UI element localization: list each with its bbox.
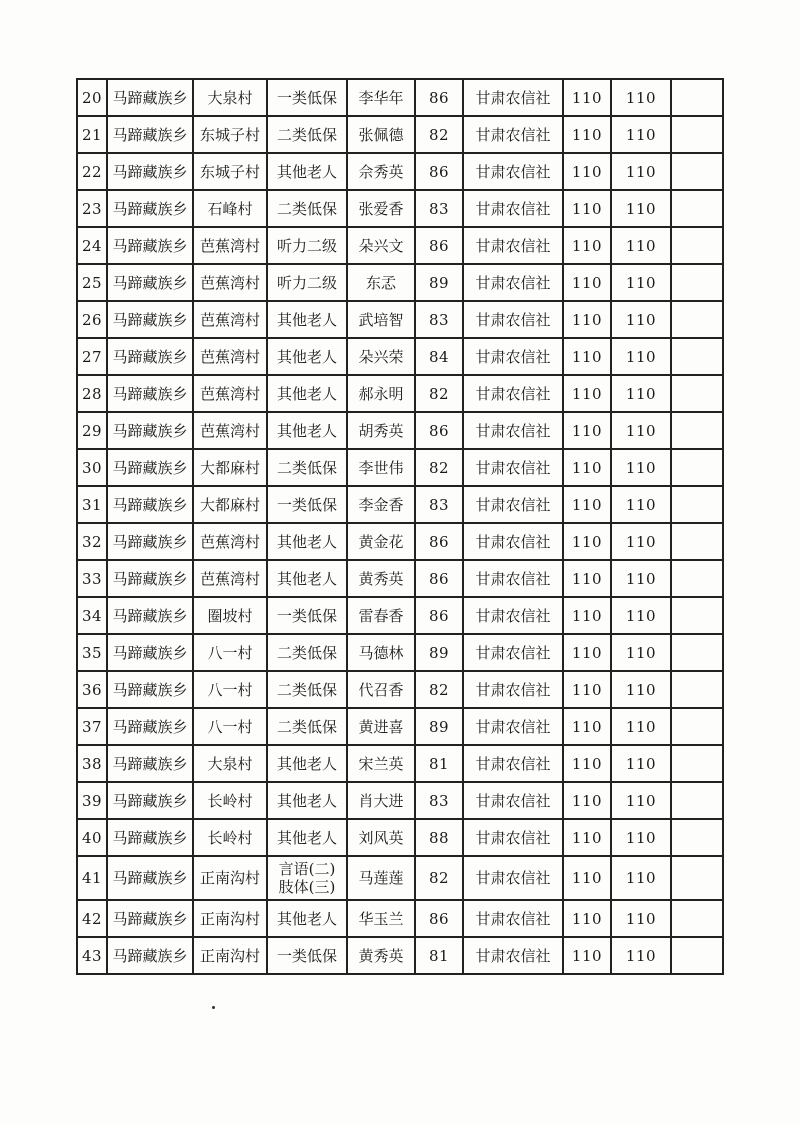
cell-note xyxy=(671,782,723,819)
table-row xyxy=(77,264,723,301)
cell-bank: 甘肃农信社 xyxy=(463,486,563,523)
cell-amount: 110 xyxy=(563,375,611,412)
cell-bank: 甘肃农信社 xyxy=(463,449,563,486)
cell-amount-total: 110 xyxy=(611,745,671,782)
cell-bank: 甘肃农信社 xyxy=(463,671,563,708)
cell-age: 83 xyxy=(415,190,463,227)
cell-amount: 110 xyxy=(563,449,611,486)
cell-category: 二类低保 xyxy=(267,116,347,153)
cell-amount-total: 110 xyxy=(611,79,671,116)
cell-township: 马蹄藏族乡 xyxy=(107,745,193,782)
cell-amount-total: 110 xyxy=(611,412,671,449)
cell-amount: 110 xyxy=(563,412,611,449)
cell-bank: 甘肃农信社 xyxy=(463,634,563,671)
cell-category: 其他老人 xyxy=(267,819,347,856)
table-row xyxy=(77,227,723,264)
cell-township: 马蹄藏族乡 xyxy=(107,856,193,900)
cell-category: 其他老人 xyxy=(267,338,347,375)
cell-note xyxy=(671,301,723,338)
cell-amount: 110 xyxy=(563,560,611,597)
cell-name: 黄进喜 xyxy=(347,708,415,745)
cell-category: 一类低保 xyxy=(267,486,347,523)
cell-category: 听力二级 xyxy=(267,264,347,301)
cell-amount-total: 110 xyxy=(611,523,671,560)
cell-age: 82 xyxy=(415,375,463,412)
cell-age: 88 xyxy=(415,819,463,856)
cell-bank: 甘肃农信社 xyxy=(463,375,563,412)
cell-township: 马蹄藏族乡 xyxy=(107,560,193,597)
cell-village: 芭蕉湾村 xyxy=(193,338,267,375)
cell-bank: 甘肃农信社 xyxy=(463,412,563,449)
cell-number: 28 xyxy=(77,375,107,412)
cell-village: 大泉村 xyxy=(193,79,267,116)
cell-category: 二类低保 xyxy=(267,190,347,227)
cell-age: 81 xyxy=(415,937,463,974)
cell-number: 27 xyxy=(77,338,107,375)
cell-amount: 110 xyxy=(563,486,611,523)
cell-age: 84 xyxy=(415,338,463,375)
cell-village: 正南沟村 xyxy=(193,937,267,974)
cell-note xyxy=(671,819,723,856)
cell-bank: 甘肃农信社 xyxy=(463,560,563,597)
table-row xyxy=(77,708,723,745)
cell-village: 长岭村 xyxy=(193,782,267,819)
table-row xyxy=(77,486,723,523)
cell-category xyxy=(267,856,347,900)
cell-category: 一类低保 xyxy=(267,937,347,974)
cell-village: 芭蕉湾村 xyxy=(193,301,267,338)
scan-speck xyxy=(212,1006,215,1009)
cell-amount: 110 xyxy=(563,937,611,974)
cell-amount-total: 110 xyxy=(611,227,671,264)
cell-number: 36 xyxy=(77,671,107,708)
cell-village: 芭蕉湾村 xyxy=(193,523,267,560)
cell-amount-total: 110 xyxy=(611,560,671,597)
cell-township: 马蹄藏族乡 xyxy=(107,227,193,264)
table-row xyxy=(77,597,723,634)
cell-amount: 110 xyxy=(563,745,611,782)
cell-amount: 110 xyxy=(563,153,611,190)
cell-bank: 甘肃农信社 xyxy=(463,523,563,560)
cell-age: 86 xyxy=(415,79,463,116)
cell-bank: 甘肃农信社 xyxy=(463,745,563,782)
cell-age: 83 xyxy=(415,301,463,338)
table-row xyxy=(77,745,723,782)
cell-village: 长岭村 xyxy=(193,819,267,856)
cell-number: 32 xyxy=(77,523,107,560)
cell-bank: 甘肃农信社 xyxy=(463,116,563,153)
cell-category: 其他老人 xyxy=(267,560,347,597)
cell-number: 37 xyxy=(77,708,107,745)
cell-name: 胡秀英 xyxy=(347,412,415,449)
cell-amount-total: 110 xyxy=(611,819,671,856)
cell-category: 一类低保 xyxy=(267,79,347,116)
cell-bank: 甘肃农信社 xyxy=(463,856,563,900)
cell-amount: 110 xyxy=(563,782,611,819)
cell-village: 芭蕉湾村 xyxy=(193,560,267,597)
cell-township: 马蹄藏族乡 xyxy=(107,338,193,375)
cell-amount-total: 110 xyxy=(611,190,671,227)
cell-amount-total: 110 xyxy=(611,116,671,153)
cell-age: 81 xyxy=(415,745,463,782)
cell-name: 马德林 xyxy=(347,634,415,671)
cell-number: 43 xyxy=(77,937,107,974)
cell-number: 33 xyxy=(77,560,107,597)
cell-number: 42 xyxy=(77,900,107,937)
cell-number: 24 xyxy=(77,227,107,264)
cell-note xyxy=(671,190,723,227)
cell-name: 李华年 xyxy=(347,79,415,116)
cell-amount-total: 110 xyxy=(611,782,671,819)
cell-village: 大泉村 xyxy=(193,745,267,782)
cell-category: 听力二级 xyxy=(267,227,347,264)
cell-name: 东孞 xyxy=(347,264,415,301)
cell-township: 马蹄藏族乡 xyxy=(107,79,193,116)
cell-village: 芭蕉湾村 xyxy=(193,227,267,264)
cell-township: 马蹄藏族乡 xyxy=(107,523,193,560)
cell-age: 86 xyxy=(415,153,463,190)
cell-amount-total: 110 xyxy=(611,449,671,486)
cell-number: 29 xyxy=(77,412,107,449)
cell-township: 马蹄藏族乡 xyxy=(107,116,193,153)
cell-bank: 甘肃农信社 xyxy=(463,708,563,745)
cell-bank: 甘肃农信社 xyxy=(463,264,563,301)
table-row xyxy=(77,819,723,856)
cell-bank: 甘肃农信社 xyxy=(463,153,563,190)
cell-name: 武培智 xyxy=(347,301,415,338)
cell-age: 89 xyxy=(415,634,463,671)
cell-age: 89 xyxy=(415,264,463,301)
cell-amount-total: 110 xyxy=(611,597,671,634)
cell-township: 马蹄藏族乡 xyxy=(107,449,193,486)
cell-name: 黄秀英 xyxy=(347,560,415,597)
table-row xyxy=(77,153,723,190)
cell-category: 其他老人 xyxy=(267,782,347,819)
cell-number: 35 xyxy=(77,634,107,671)
cell-name: 朵兴荣 xyxy=(347,338,415,375)
cell-note xyxy=(671,671,723,708)
cell-bank: 甘肃农信社 xyxy=(463,227,563,264)
cell-name: 黄金花 xyxy=(347,523,415,560)
cell-amount-total: 110 xyxy=(611,375,671,412)
cell-village: 芭蕉湾村 xyxy=(193,264,267,301)
cell-name: 郝永明 xyxy=(347,375,415,412)
cell-note xyxy=(671,79,723,116)
table-row xyxy=(77,301,723,338)
category-line: 肢体(三) xyxy=(278,878,336,896)
cell-amount-total: 110 xyxy=(611,900,671,937)
cell-bank: 甘肃农信社 xyxy=(463,900,563,937)
cell-township: 马蹄藏族乡 xyxy=(107,486,193,523)
cell-amount-total: 110 xyxy=(611,937,671,974)
cell-village: 正南沟村 xyxy=(193,856,267,900)
cell-township: 马蹄藏族乡 xyxy=(107,937,193,974)
table-row xyxy=(77,412,723,449)
cell-note xyxy=(671,116,723,153)
category-line: 言语(二) xyxy=(278,860,336,878)
cell-township: 马蹄藏族乡 xyxy=(107,190,193,227)
cell-township: 马蹄藏族乡 xyxy=(107,264,193,301)
cell-note xyxy=(671,856,723,900)
cell-number: 38 xyxy=(77,745,107,782)
cell-number: 34 xyxy=(77,597,107,634)
cell-note xyxy=(671,412,723,449)
cell-note xyxy=(671,486,723,523)
cell-category: 一类低保 xyxy=(267,597,347,634)
cell-category: 其他老人 xyxy=(267,301,347,338)
cell-amount: 110 xyxy=(563,79,611,116)
cell-village: 芭蕉湾村 xyxy=(193,375,267,412)
table-row xyxy=(77,116,723,153)
cell-bank: 甘肃农信社 xyxy=(463,782,563,819)
cell-bank: 甘肃农信社 xyxy=(463,190,563,227)
cell-category: 二类低保 xyxy=(267,671,347,708)
table-row xyxy=(77,449,723,486)
table-row xyxy=(77,560,723,597)
cell-village: 八一村 xyxy=(193,634,267,671)
cell-amount-total: 110 xyxy=(611,264,671,301)
cell-amount: 110 xyxy=(563,190,611,227)
cell-age: 83 xyxy=(415,782,463,819)
cell-amount: 110 xyxy=(563,116,611,153)
cell-township: 马蹄藏族乡 xyxy=(107,900,193,937)
cell-township: 马蹄藏族乡 xyxy=(107,634,193,671)
cell-note xyxy=(671,449,723,486)
cell-category: 其他老人 xyxy=(267,900,347,937)
cell-name: 宋兰英 xyxy=(347,745,415,782)
cell-village: 八一村 xyxy=(193,671,267,708)
table-row xyxy=(77,79,723,116)
table-row xyxy=(77,782,723,819)
cell-amount: 110 xyxy=(563,597,611,634)
cell-name: 马莲莲 xyxy=(347,856,415,900)
cell-number: 26 xyxy=(77,301,107,338)
cell-number: 39 xyxy=(77,782,107,819)
cell-age: 86 xyxy=(415,523,463,560)
cell-amount: 110 xyxy=(563,301,611,338)
cell-age: 89 xyxy=(415,708,463,745)
cell-note xyxy=(671,375,723,412)
cell-amount: 110 xyxy=(563,338,611,375)
cell-note xyxy=(671,227,723,264)
table-row xyxy=(77,338,723,375)
cell-bank: 甘肃农信社 xyxy=(463,79,563,116)
cell-number: 40 xyxy=(77,819,107,856)
cell-amount: 110 xyxy=(563,671,611,708)
beneficiary-table xyxy=(76,78,724,975)
cell-category: 其他老人 xyxy=(267,523,347,560)
table-row xyxy=(77,856,723,900)
cell-township: 马蹄藏族乡 xyxy=(107,819,193,856)
table-row xyxy=(77,523,723,560)
table-row xyxy=(77,634,723,671)
cell-bank: 甘肃农信社 xyxy=(463,819,563,856)
cell-age: 86 xyxy=(415,597,463,634)
cell-age: 82 xyxy=(415,116,463,153)
cell-village: 大都麻村 xyxy=(193,449,267,486)
cell-age: 82 xyxy=(415,449,463,486)
cell-bank: 甘肃农信社 xyxy=(463,597,563,634)
cell-note xyxy=(671,745,723,782)
table-row xyxy=(77,375,723,412)
cell-amount: 110 xyxy=(563,900,611,937)
table-row xyxy=(77,671,723,708)
cell-note xyxy=(671,153,723,190)
cell-age: 86 xyxy=(415,227,463,264)
cell-township: 马蹄藏族乡 xyxy=(107,708,193,745)
cell-number: 20 xyxy=(77,79,107,116)
cell-amount: 110 xyxy=(563,708,611,745)
cell-number: 31 xyxy=(77,486,107,523)
cell-note xyxy=(671,708,723,745)
cell-amount-total: 110 xyxy=(611,671,671,708)
cell-number: 21 xyxy=(77,116,107,153)
cell-category: 二类低保 xyxy=(267,708,347,745)
cell-village: 石峰村 xyxy=(193,190,267,227)
cell-category: 其他老人 xyxy=(267,745,347,782)
cell-amount: 110 xyxy=(563,634,611,671)
cell-amount-total: 110 xyxy=(611,301,671,338)
cell-note xyxy=(671,560,723,597)
cell-note xyxy=(671,264,723,301)
cell-township: 马蹄藏族乡 xyxy=(107,375,193,412)
cell-name: 朵兴文 xyxy=(347,227,415,264)
cell-category: 其他老人 xyxy=(267,412,347,449)
cell-name: 张爱香 xyxy=(347,190,415,227)
cell-amount: 110 xyxy=(563,227,611,264)
table-row xyxy=(77,190,723,227)
table-row xyxy=(77,937,723,974)
cell-note xyxy=(671,937,723,974)
cell-number: 22 xyxy=(77,153,107,190)
cell-category: 二类低保 xyxy=(267,634,347,671)
cell-age: 82 xyxy=(415,671,463,708)
cell-amount: 110 xyxy=(563,523,611,560)
cell-age: 83 xyxy=(415,486,463,523)
cell-note xyxy=(671,523,723,560)
cell-number: 25 xyxy=(77,264,107,301)
cell-category: 其他老人 xyxy=(267,153,347,190)
cell-amount-total: 110 xyxy=(611,153,671,190)
cell-village: 正南沟村 xyxy=(193,900,267,937)
cell-township: 马蹄藏族乡 xyxy=(107,671,193,708)
cell-amount-total: 110 xyxy=(611,486,671,523)
cell-township: 马蹄藏族乡 xyxy=(107,153,193,190)
cell-number: 41 xyxy=(77,856,107,900)
cell-number: 23 xyxy=(77,190,107,227)
cell-age: 86 xyxy=(415,900,463,937)
cell-amount: 110 xyxy=(563,856,611,900)
cell-category: 二类低保 xyxy=(267,449,347,486)
cell-bank: 甘肃农信社 xyxy=(463,937,563,974)
cell-township: 马蹄藏族乡 xyxy=(107,597,193,634)
cell-name: 刘风英 xyxy=(347,819,415,856)
cell-township: 马蹄藏族乡 xyxy=(107,412,193,449)
cell-village: 芭蕉湾村 xyxy=(193,412,267,449)
cell-bank: 甘肃农信社 xyxy=(463,301,563,338)
cell-name: 黄秀英 xyxy=(347,937,415,974)
cell-name: 代召香 xyxy=(347,671,415,708)
table-body xyxy=(77,79,723,974)
cell-name: 雷春香 xyxy=(347,597,415,634)
cell-village: 圈坡村 xyxy=(193,597,267,634)
table-row xyxy=(77,900,723,937)
cell-amount: 110 xyxy=(563,264,611,301)
cell-township: 马蹄藏族乡 xyxy=(107,782,193,819)
cell-name: 李世伟 xyxy=(347,449,415,486)
cell-name: 张佩德 xyxy=(347,116,415,153)
cell-village: 东城子村 xyxy=(193,153,267,190)
cell-amount: 110 xyxy=(563,819,611,856)
cell-note xyxy=(671,634,723,671)
cell-amount-total: 110 xyxy=(611,634,671,671)
cell-name: 华玉兰 xyxy=(347,900,415,937)
cell-amount-total: 110 xyxy=(611,708,671,745)
cell-age: 86 xyxy=(415,560,463,597)
cell-amount-total: 110 xyxy=(611,338,671,375)
cell-category: 其他老人 xyxy=(267,375,347,412)
cell-village: 大都麻村 xyxy=(193,486,267,523)
cell-note xyxy=(671,597,723,634)
cell-village: 八一村 xyxy=(193,708,267,745)
cell-note xyxy=(671,900,723,937)
cell-name: 佘秀英 xyxy=(347,153,415,190)
cell-bank: 甘肃农信社 xyxy=(463,338,563,375)
cell-name: 李金香 xyxy=(347,486,415,523)
cell-name: 肖大进 xyxy=(347,782,415,819)
cell-number: 30 xyxy=(77,449,107,486)
cell-age: 82 xyxy=(415,856,463,900)
cell-village: 东城子村 xyxy=(193,116,267,153)
cell-age: 86 xyxy=(415,412,463,449)
cell-note xyxy=(671,338,723,375)
cell-amount-total: 110 xyxy=(611,856,671,900)
cell-township: 马蹄藏族乡 xyxy=(107,301,193,338)
